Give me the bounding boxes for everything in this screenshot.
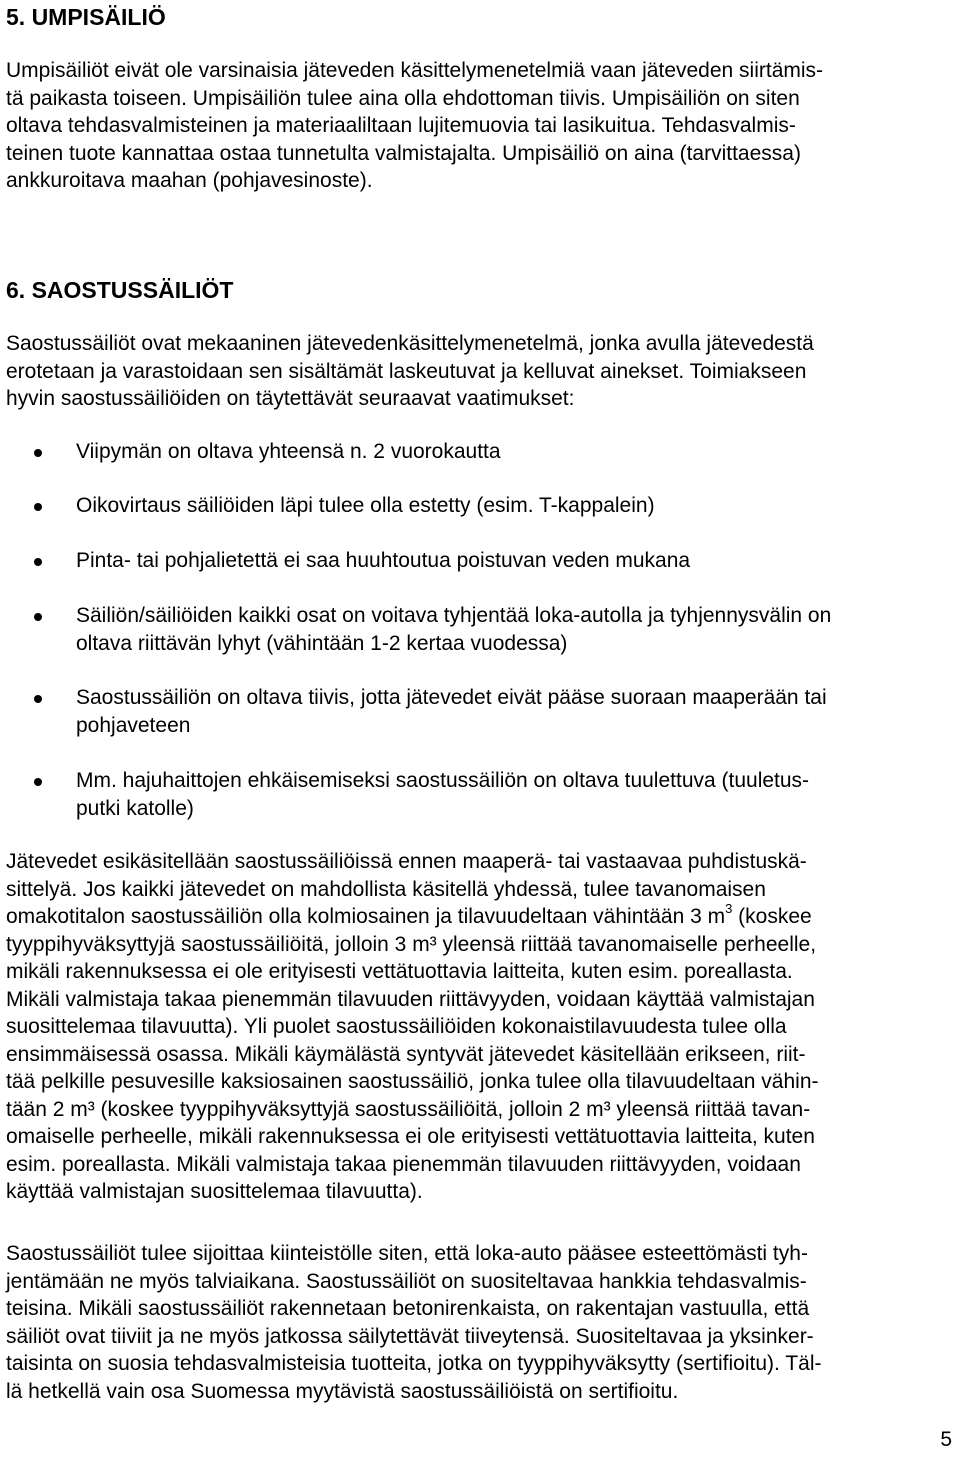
text-line: esim. poreallasta. Mikäli valmistaja takaa pienemmän tilavuuden riittävyyden, voidaan — [6, 1152, 801, 1176]
text-line: sittelyä. Jos kaikki jätevedet on mahdollista käsitellä yhdessä, tulee tavanomaisen — [6, 877, 766, 901]
page-number: 5 — [940, 1428, 952, 1451]
text-line: käyttää valmistajan suosittelemaa tilavuutta). — [6, 1180, 423, 1203]
list-item-text — [76, 492, 655, 520]
text-line: Umpisäiliöt eivät ole varsinaisia jäteveden käsittelymenetelmiä vaan jäteveden siirtämis- — [6, 59, 824, 82]
text-line: omaiselle perheelle, mikäli rakennuksessa ei ole erityisesti vettätuottavia laitteita, kuten — [6, 1125, 815, 1148]
text-line: ensimmäisessä osassa. Mikäli käymälästä syntyvät jätevedet käsitellään erikseen, riit- — [6, 1042, 806, 1066]
list-item-text — [76, 547, 690, 575]
text-line: teinen tuote kannattaa ostaa tunnetulta valmistajalta. Umpisäiliö on aina (tarvittaessa) — [6, 141, 801, 165]
text-line: Viipymän on oltava yhteensä n. 2 vuorokautta — [76, 440, 501, 463]
text-line: erotetaan ja varastoidaan sen sisältämät laskeutuvat ja kelluvat ainekset. Toimiakseen — [6, 359, 807, 383]
text-line: teisina. Mikäli saostussäiliöt rakennetaan betonirenkaista, on rakentajan vastuulla, että — [6, 1297, 810, 1320]
text-line: taisinta on suosia tehdasvalmisteisia tuotteita, jotka on tyyppihyväksytty (sertifioitu). Täl- — [6, 1352, 822, 1375]
text-line: Säiliön/säiliöiden kaikki osat on voitava tyhjentää loka-autolla ja tyhjennysvälin on — [76, 604, 832, 627]
section-6-paragraph-2 — [6, 848, 819, 1206]
bullet-icon — [34, 558, 42, 566]
section-5-body — [6, 57, 823, 195]
bullet-icon — [34, 613, 42, 621]
section-5-heading: 5. UMPISÄILIÖ — [6, 4, 166, 30]
text-segment: (koskee — [732, 905, 812, 928]
text-line: Pinta- tai pohjalietettä ei saa huuhtoutua poistuvan veden mukana — [76, 549, 691, 572]
text-line: Saostussäiliöt tulee sijoittaa kiinteistölle siten, että loka-auto pääsee esteettömästi tyh- — [6, 1242, 808, 1265]
text-line: tä paikasta toiseen. Umpisäiliön tulee aina olla ehdottoman tiivis. Umpisäiliön on siten — [6, 86, 800, 110]
text-line: Mm. hajuhaittojen ehkäisemiseksi saostussäiliön on oltava tuulettuva (tuuletus- — [76, 769, 810, 792]
section-6-heading: 6. SAOSTUSSÄILIÖT — [6, 277, 234, 303]
bullet-icon — [34, 695, 42, 703]
text-line: lä hetkellä vain osa Suomessa myytävistä saostussäiliöistä on sertifioitu. — [6, 1379, 679, 1403]
text-line: hyvin saostussäiliöiden on täytettävät seuraavat vaatimukset: — [6, 387, 575, 410]
text-line: oltava tehdasvalmisteinen ja materiaaliltaan lujitemuovia tai lasikuitua. Tehdasvalmis- — [6, 114, 796, 137]
text-line: ankkuroitava maahan (pohjavesinoste). — [6, 169, 373, 192]
list-item-text — [76, 767, 809, 822]
text-line: jentämään ne myös talviaikana. Saostussäiliöt on suositeltavaa hankkia tehdasvalmis- — [6, 1269, 807, 1293]
section-6-paragraph-3 — [6, 1240, 821, 1405]
text-line: tään 2 m³ (koskee tyyppihyväksyttyjä saostussäiliöitä, jolloin 2 m³ yleensä riittää tavan- — [6, 1097, 811, 1121]
text-line: Saostussäiliöt ovat mekaaninen jätevedenkäsittelymenetelmä, jonka avulla jätevedestä — [6, 332, 814, 355]
text-line — [6, 903, 819, 931]
list-item-text — [76, 684, 827, 739]
text-line: Jätevedet esikäsitellään saostussäiliöissä ennen maaperä- tai vastaavaa puhdistuskä- — [6, 850, 807, 873]
text-line: Saostussäiliön on oltava tiivis, jotta jätevedet eivät pääse suoraan maaperään tai — [76, 686, 827, 709]
text-line: oltava riittävän lyhyt (vähintään 1-2 kertaa vuodessa) — [76, 631, 568, 655]
section-6-intro — [6, 330, 814, 413]
bullet-icon — [34, 778, 42, 786]
text-line: pohjaveteen — [76, 713, 191, 737]
text-segment: omakotitalon saostussäiliön olla kolmiosainen ja tilavuudeltaan vähintään 3 m — [6, 905, 726, 928]
text-line: Mikäli valmistaja takaa pienemmän tilavuuden riittävyyden, voidaan käyttää valmistajan — [6, 987, 815, 1011]
bullet-icon — [34, 449, 42, 457]
text-line: mikäli rakennuksessa ei ole erityisesti vettätuottavia laitteita, kuten esim. poreallasta. — [6, 960, 793, 983]
superscript: 3 — [725, 901, 733, 916]
text-line: Oikovirtaus säiliöiden läpi tulee olla estetty (esim. T-kappalein) — [76, 494, 655, 517]
text-line: suosittelemaa tilavuutta). Yli puolet saostussäiliöiden kokonaistilavuudesta tulee olla — [6, 1015, 787, 1038]
text-line: tää pelkille pesuvesille kaksiosainen saostussäiliö, jonka tulee olla tilavuudeltaan vähin- — [6, 1070, 819, 1093]
text-line: säiliöt ovat tiiviit ja ne myös jatkossa säilytettävät tiiveytensä. Suositeltavaa ja yksinker- — [6, 1324, 814, 1348]
list-item-text — [76, 602, 831, 657]
bullet-icon — [34, 503, 42, 511]
text-line: putki katolle) — [76, 796, 194, 820]
list-item-text — [76, 438, 501, 466]
text-line: tyyppihyväksyttyjä saostussäiliöitä, jolloin 3 m³ yleensä riittää tavanomaiselle perheelle, — [6, 932, 817, 956]
